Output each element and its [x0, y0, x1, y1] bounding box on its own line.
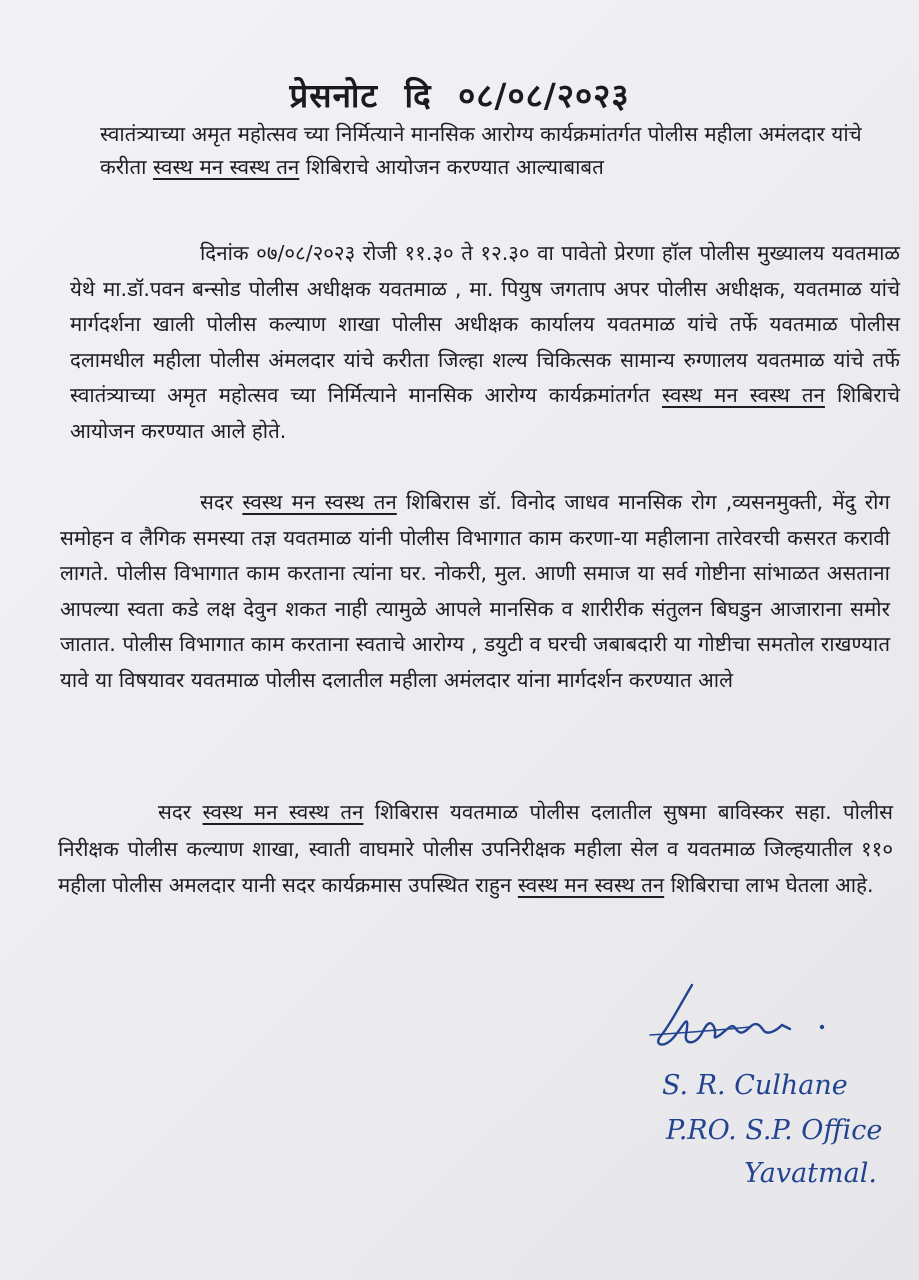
- paragraph-3: [58, 794, 893, 904]
- paragraph-3-highlight: स्वस्थ मन स्वस्थ तन: [202, 800, 364, 824]
- paragraph-3-highlight-2: स्वस्थ मन स्वस्थ तन: [517, 873, 665, 897]
- paragraph-2: [60, 485, 890, 698]
- paragraph-1: [70, 236, 900, 449]
- paragraph-1-text-post: शिबिराचे आयोजन करण्यात आले होते.: [70, 383, 900, 443]
- signatory-designation: P.RO. S.P. Office: [666, 1115, 883, 1146]
- paragraph-1-highlight: स्वस्थ मन स्वस्थ तन: [662, 383, 825, 407]
- paragraph-3-text-pre: सदर: [158, 800, 192, 824]
- page-title: प्रेसनोट दि ०८/०८/२०२३: [289, 76, 630, 115]
- signature-block: [640, 975, 910, 1225]
- subject-text-post: शिबिराचे आयोजन करण्यात आल्याबाबत: [305, 155, 604, 179]
- signatory-city: Yavatmal.: [744, 1158, 877, 1189]
- subject-line: [100, 118, 890, 184]
- subject-highlight: स्वस्थ मन स्वस्थ तन: [152, 155, 300, 179]
- paragraph-1-text-pre: दिनांक ०७/०८/२०२३ रोजी ११.३० ते १२.३० वा पावेतो प्रेरणा हॉल पोलीस मुख्यालय यवतमाळ येथे मा.डॉ.पवन बन्सोड पोलीस अधीक्षक यवतमाळ , मा. पियुष जगताप अपर पोलीस अधीक्षक, यवतमाळ यांचे मार्गदर्शना खाली पोलीस कल्याण शाखा पोलीस अधीक्षक कार्यालय यवतमाळ यांचे तर्फे यवतमाळ पोलीस दलामधील महीला पोलीस अंमलदार यांचे करीता जिल्हा शल्य चिकित्सक सामान्य रुग्णालय यवतमाळ यांचे तर्फे स्वातंत्र्याच्या अमृत महोत्सव च्या निर्मित्याने मानसिक आरोग्य कार्यक्रमांतर्गत: [70, 241, 900, 407]
- subject-text-pre: स्वातंत्र्याच्या अमृत महोत्सव च्या निर्मित्याने मानसिक आरोग्य कार्यक्रमांतर्गत पोलीस महीला अमंलदार यांचे करीता: [100, 122, 862, 179]
- paragraph-2-text-post: शिबिरास डॉ. विनोद जाधव मानसिक रोग ,व्यसनमुक्ती, मेंदु रोग समोहन व लैगिक समस्या तज्ञ यवतमाळ यांनी पोलीस विभागात काम करणा-या महीलाना तारेवरची कसरत करावी लागते. पोलीस विभागात काम करताना त्यांना घर. नोकरी, मुल. आणी समाज या सर्व गोष्टीना सांभाळत असताना आपल्या स्वता कडे लक्ष देवुन शकत नाही त्यामुळे आपले मानसिक व शारीरीक संतुलन बिघडुन आजाराना समोर जातात. पोलीस विभागात काम करताना स्वताचे आरोग्य , डयुटी व घरची जबाबदारी या गोष्टीचा समतोल राखण्यात यावे या विषयावर यवतमाळ पोलीस दलातील महीला अमंलदार यांना मार्गदर्शन करण्यात आले: [60, 490, 890, 692]
- paragraph-3-text-post: शिबिराचा लाभ घेतला आहे.: [670, 873, 874, 897]
- signature-scribble: [640, 975, 910, 1075]
- paragraph-2-text-pre: सदर: [200, 490, 234, 514]
- paragraph-3-text-mid: शिबिरास यवतमाळ पोलीस दलातील सुषमा बाविस्कर सहा. पोलीस निरीक्षक पोलीस कल्याण शाखा, स्वाती वाघमारे पोलीस उपनिरीक्षक महीला सेल व यवतमाळ जिल्हयातील ११० महीला पोलीस अमलदार यानी सदर कार्यक्रमास उपस्थित राहुन: [58, 800, 893, 897]
- paragraph-2-highlight: स्वस्थ मन स्वस्थ तन: [242, 490, 397, 514]
- signatory-name: S. R. Culhane: [662, 1070, 848, 1101]
